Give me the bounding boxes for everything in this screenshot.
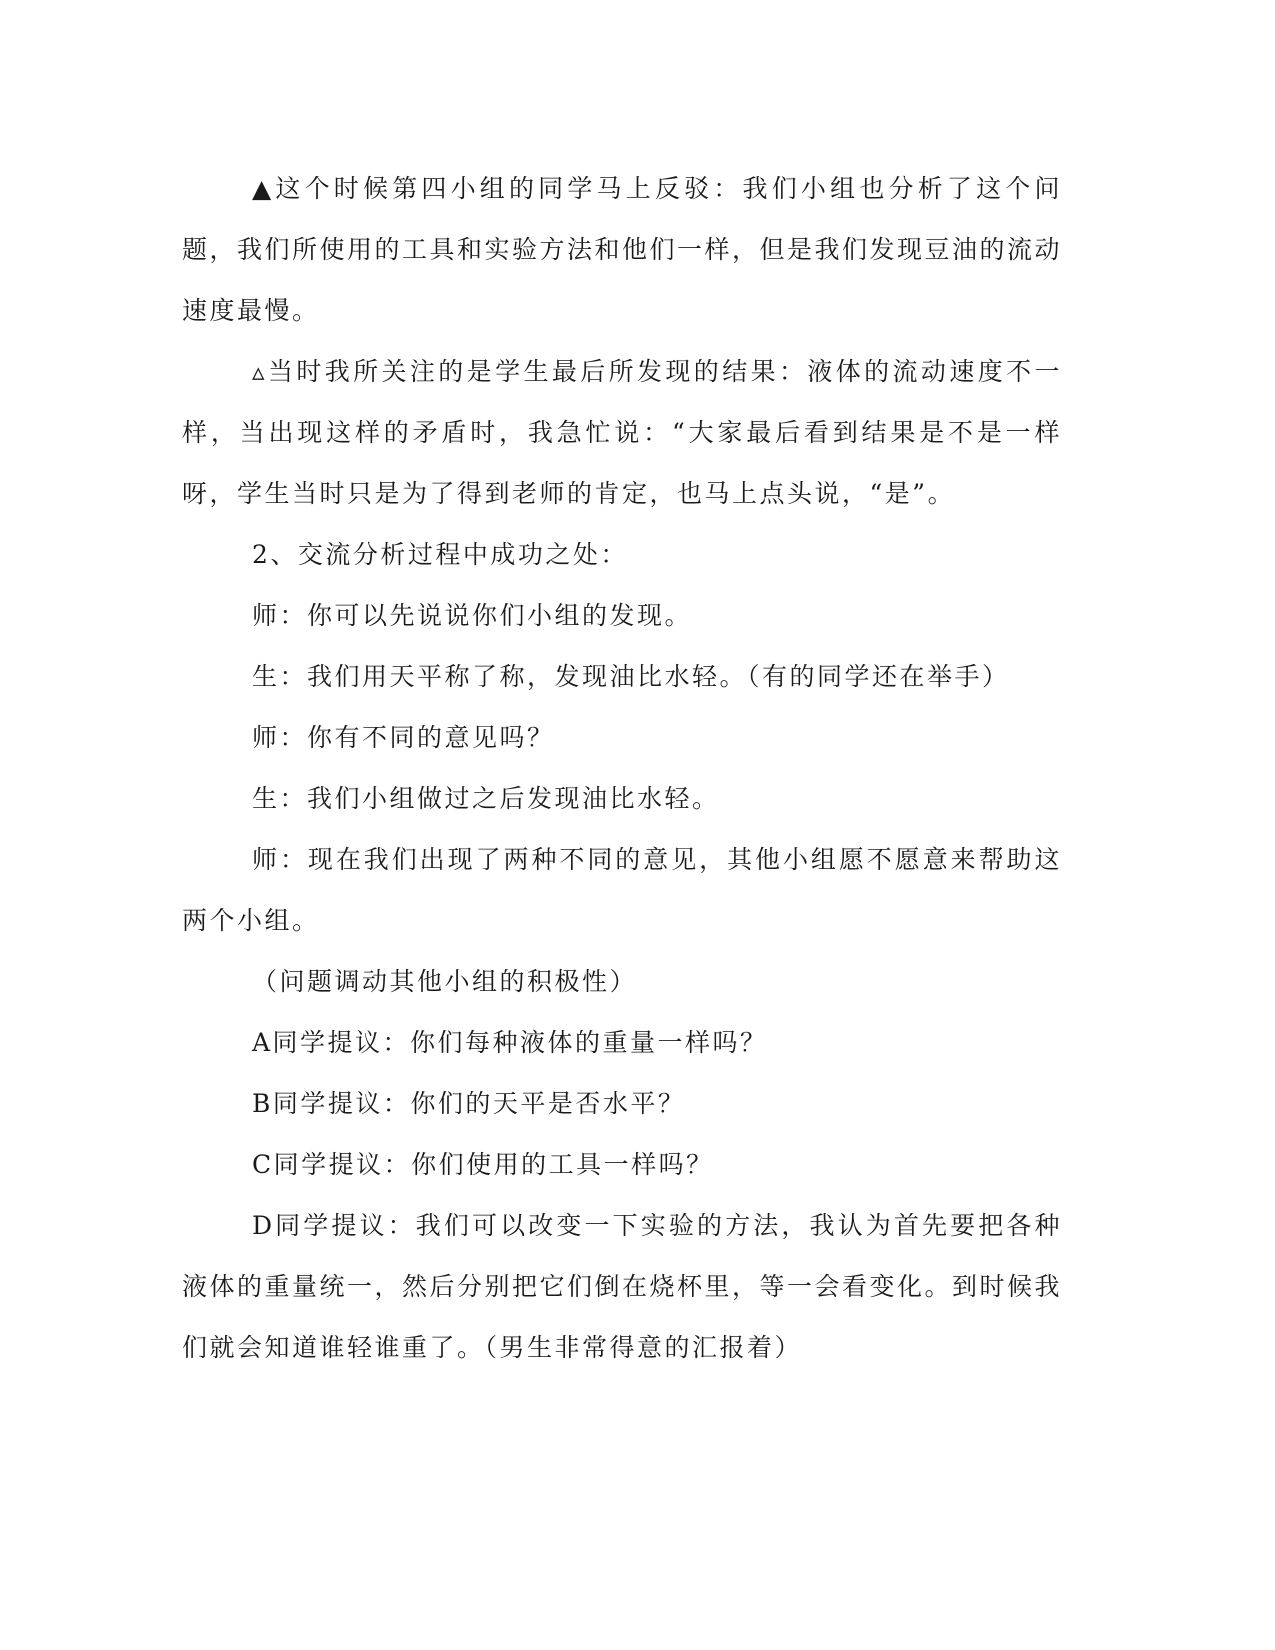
dialogue-student-1: 生：我们用天平称了称，发现油比水轻。（有的同学还在举手） (252, 662, 1010, 691)
suggestion-a: A同学提议：你们每种液体的重量一样吗？ (252, 1028, 768, 1057)
paragraph-group-four-rebuttal: ▲这个时候第四小组的同学马上反驳：我们小组也分析了这个问题，我们所使用的工具和实验方法和他们一样，但是我们发现豆油的流动速度最慢。 (182, 174, 1063, 325)
suggestion-c: C同学提议：你们使用的工具一样吗？ (252, 1150, 714, 1179)
dialogue-teacher-2: 师：你有不同的意见吗？ (252, 723, 555, 752)
section-heading-success: 2、交流分析过程中成功之处： (252, 540, 628, 569)
paragraph-teacher-reflection: ▵当时我所关注的是学生最后所发现的结果：液体的流动速度不一样，当出现这样的矛盾时，我急忙说：“大家最后看到结果是不是一样呀，学生当时只是为了得到老师的肯定，也马上点头说，“是”。 (182, 357, 1062, 508)
body-text (182, 158, 1062, 1378)
dialogue-teacher-1: 师：你可以先说说你们小组的发现。 (252, 601, 693, 630)
annotation-note: （问题调动其他小组的积极性） (252, 967, 638, 996)
suggestion-d: D同学提议：我们可以改变一下实验的方法，我认为首先要把各种液体的重量统一，然后分别把它们倒在烧杯里，等一会看变化。到时候我们就会知道谁轻谁重了。（男生非常得意的汇报着） (182, 1211, 1063, 1362)
suggestion-b: B同学提议：你们的天平是否水平？ (252, 1089, 686, 1118)
dialogue-student-2: 生：我们小组做过之后发现油比水轻。 (252, 784, 720, 813)
dialogue-teacher-3: 师：现在我们出现了两种不同的意见，其他小组愿不愿意来帮助这两个小组。 (182, 845, 1062, 935)
